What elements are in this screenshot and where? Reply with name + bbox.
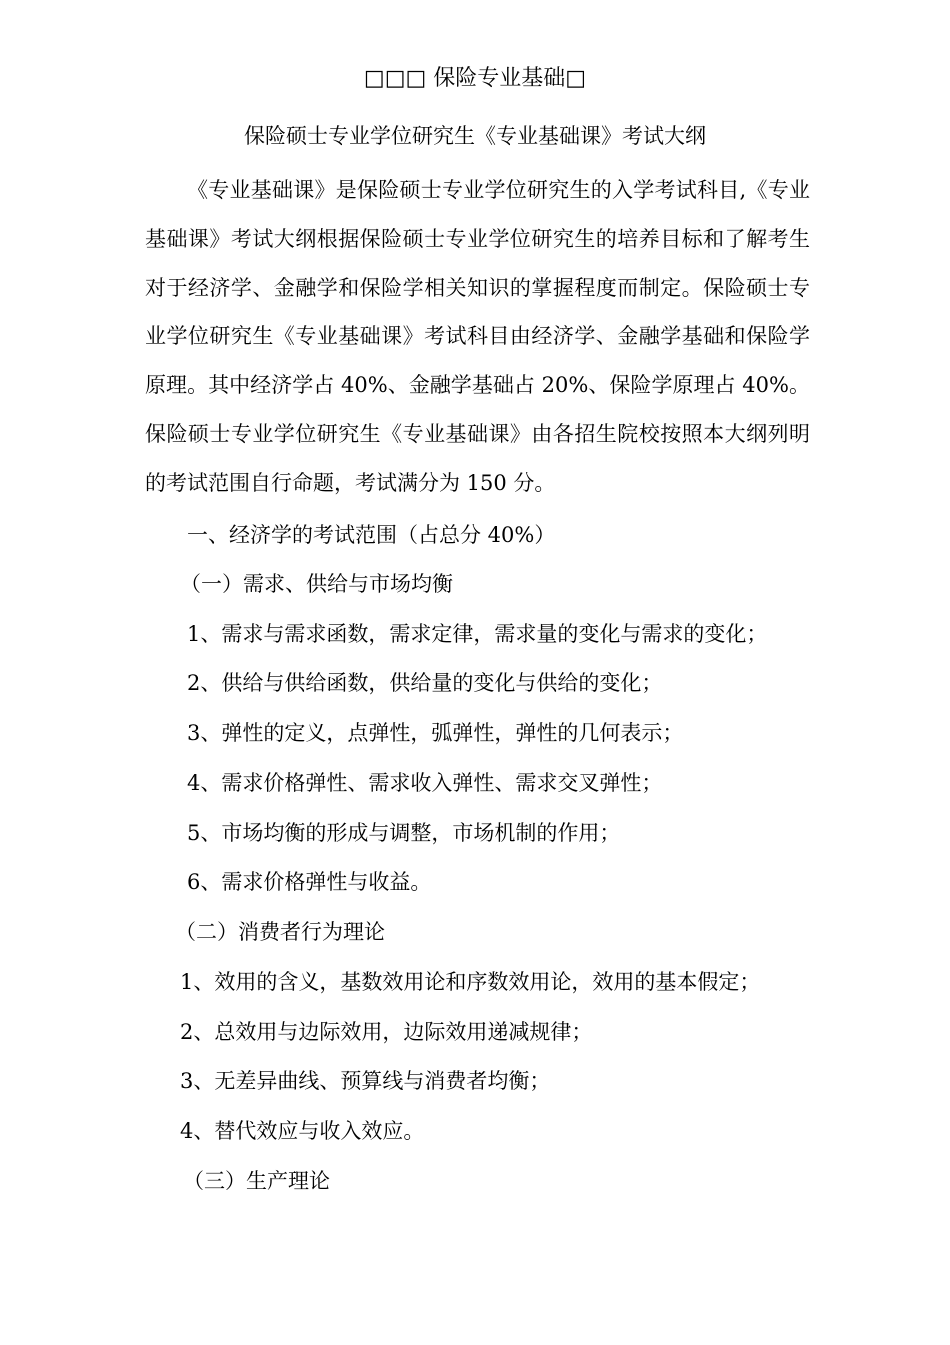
list-item: 3、无差异曲线、预算线与消费者均衡； [180, 1069, 551, 1093]
list-item: 2、供给与供给函数，供给量的变化与供给的变化； [187, 671, 663, 695]
list-item: 5、市场均衡的形成与调整，市场机制的作用； [187, 821, 621, 845]
list-item: 2、总效用与边际效用，边际效用递减规律； [180, 1020, 593, 1044]
list-item: 1、需求与需求函数，需求定律，需求量的变化与需求的变化； [187, 622, 768, 646]
list-item: 6、需求价格弹性与收益。 [187, 870, 432, 894]
document-title: □□□ 保险专业基础□ [363, 66, 587, 91]
list-item: 3、弹性的定义，点弹性，弧弹性，弹性的几何表示； [187, 721, 684, 745]
list-item: 4、替代效应与收入效应。 [180, 1119, 425, 1143]
subsection-heading-consumer-behavior: （二）消费者行为理论 [175, 920, 385, 944]
document-subtitle: 保险硕士专业学位研究生《专业基础课》考试大纲 [244, 124, 706, 148]
list-item: 1、效用的含义，基数效用论和序数效用论，效用的基本假定； [180, 970, 761, 994]
list-item: 4、需求价格弹性、需求收入弹性、需求交叉弹性； [187, 771, 663, 795]
intro-paragraph: 《专业基础课》是保险硕士专业学位研究生的入学考试科目,《专业基础课》考试大纲根据保险硕士专业学位研究生的培养目标和了解考生对于经济学、金融学和保险学相关知识的掌握程度而制定。保险硕士专业学位研究生《专业基础课》考试科目由经济学、金融学基础和保险学原理。其中经济学占 40%、金融学基础占 20%、保险学原理占 40%。保险硕士专业学位研究生《专业基础课》由各招生院校按照本大纲列明的考试范围自行命题，考试满分为 150 分。 [145, 178, 810, 495]
subsection-heading-production: （三）生产理论 [183, 1169, 330, 1193]
section-heading-economics: 一、经济学的考试范围（占总分 40%） [187, 523, 556, 547]
subsection-heading-demand-supply: （一）需求、供给与市场均衡 [180, 572, 453, 596]
